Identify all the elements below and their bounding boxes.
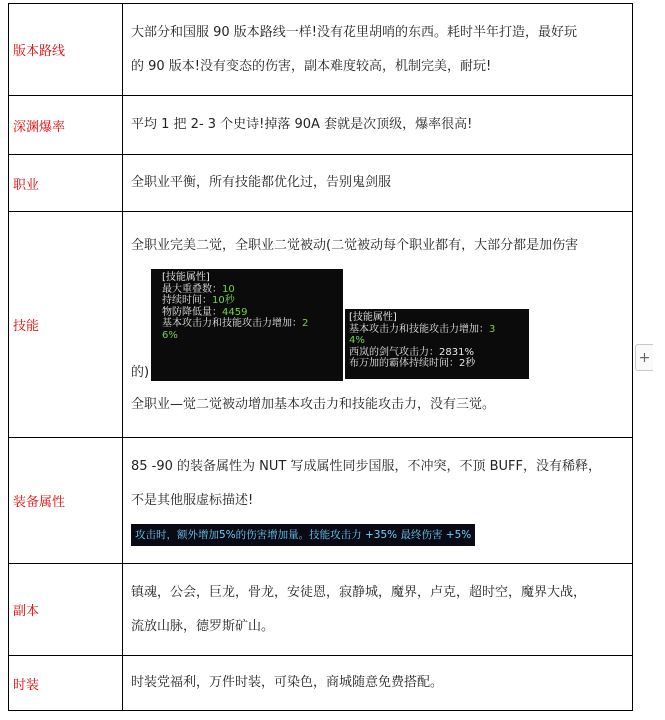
row-content — [123, 438, 633, 564]
content-line: 时装党福利，万件时装，可染色，商城随意免费搭配。 — [131, 675, 444, 690]
table-row — [9, 212, 633, 438]
tooltip-header: [技能属性] — [162, 272, 210, 283]
tooltip-line: 基本攻击力和技能攻击力增加：2 — [162, 318, 309, 329]
row-label: 副本 — [9, 564, 123, 656]
content-line: 85 -90 的装备属性为 NUT 写成属性同步国服，不冲突，不顶 BUFF，没有稀释， — [131, 458, 602, 474]
content-line: 镇魂，公会，巨龙，骨龙，安徒恩，寂静城，魔界，卢克，超时空，魔界大战， — [131, 584, 587, 600]
tooltip-line: 布万加的霸体持续时间：2秒 — [349, 358, 476, 369]
row-content — [123, 656, 633, 711]
row-label: 版本路线 — [9, 4, 123, 96]
content-line-prefix: 的) — [131, 365, 150, 380]
content-line: 的 90 版本!没有变态的伤害，副本难度较高，机制完美，耐玩! — [131, 58, 492, 74]
tooltip-line: 4% — [349, 335, 365, 346]
buff-bar-image: 攻击时，额外增加5%的伤害增加量。技能攻击力 +35% 最终伤害 +5% — [131, 524, 475, 546]
row-label: 时装 — [9, 656, 123, 711]
row-label: 职业 — [9, 155, 123, 212]
table-row — [9, 96, 633, 155]
skill-tooltip-group — [131, 269, 624, 384]
feature-table — [8, 3, 633, 711]
table-row — [9, 4, 633, 96]
content-line: 流放山脉，德罗斯矿山。 — [131, 618, 275, 634]
content-line: 全职业平衡，所有技能都优化过，告别鬼剑服 — [131, 175, 392, 190]
tooltip-line: 6% — [162, 329, 178, 341]
row-content — [123, 155, 633, 212]
content-line: 全职业—觉二觉被动增加基本攻击力和技能攻击力，没有三觉。 — [131, 397, 496, 412]
row-label: 深渊爆率 — [9, 96, 123, 155]
content-line: 平均 1 把 2- 3 个史诗!掉落 90A 套就是次顶级，爆率很高! — [131, 117, 473, 132]
tooltip-line: 持续时间：10秒 — [162, 295, 235, 306]
tooltip-line: 最大重叠数：10 — [162, 283, 235, 295]
content-line: 大部分和国服 90 版本路线一样!没有花里胡哨的东西。耗时半年打造，最好玩 — [131, 24, 578, 40]
skill-tooltip-image — [151, 269, 343, 381]
row-content — [123, 96, 633, 155]
content-line: 全职业完美二觉，全职业二觉被动(二觉被动每个职业都有，大部分都是加伤害 — [131, 238, 579, 253]
tooltip-line: 物防降低量：4459 — [162, 306, 248, 318]
content-line: 不是其他服虚标描述! — [131, 492, 254, 508]
tooltip-line: 基本攻击力和技能攻击力增加：3 — [349, 323, 496, 335]
row-label: 装备属性 — [9, 438, 123, 564]
skill-tooltip-image — [345, 309, 529, 379]
row-label: 技能 — [9, 212, 123, 438]
tooltip-line: 西岚的剑气攻击力：2831% — [349, 346, 474, 358]
table-row — [9, 656, 633, 711]
row-content — [123, 564, 633, 656]
table-row — [9, 155, 633, 212]
expand-button[interactable]: + — [635, 344, 653, 371]
row-content — [123, 212, 633, 438]
tooltip-header: [技能属性] — [349, 312, 397, 323]
table-row — [9, 564, 633, 656]
table-row — [9, 438, 633, 564]
row-content — [123, 4, 633, 96]
